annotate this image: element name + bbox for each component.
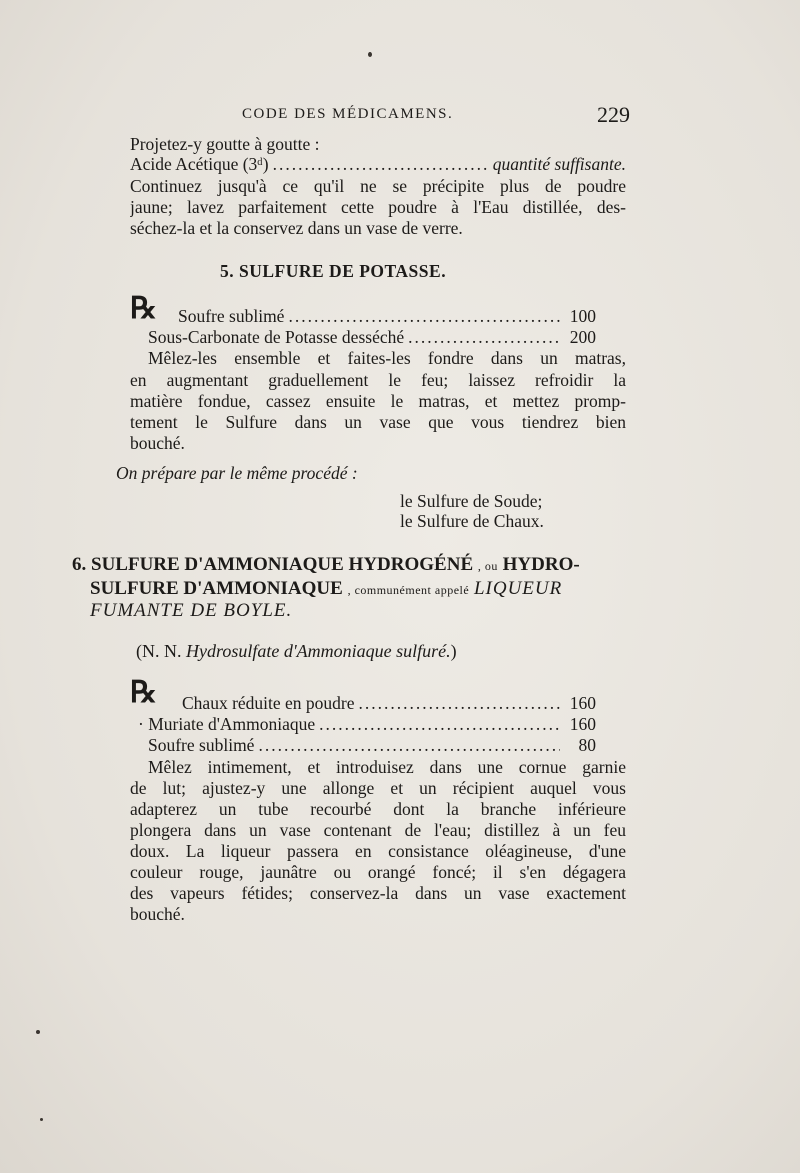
ingredient-name: · Muriate d'Ammoniaque — [138, 714, 316, 734]
nomenclature-line — [136, 641, 626, 661]
print-speck — [36, 1030, 40, 1034]
ingredient-quantity: 160 — [569, 693, 596, 713]
section-5-paragraph-line: Mêlez-les ensemble et faites-les fondre dans un matras, — [148, 348, 626, 368]
section-6-paragraph-line: doux. La liqueur passera en consistance oléagineuse, d'une — [130, 841, 626, 861]
ingredient-row — [138, 714, 596, 734]
recipe-symbol: ℞ — [130, 675, 154, 710]
variant-line: le Sulfure de Soude; — [400, 491, 543, 511]
leader-dots — [258, 735, 560, 755]
section-6-connector: , ou — [477, 559, 498, 573]
section-6-title-part: LIQUEUR — [473, 578, 563, 599]
section-5-paragraph-line: matière fondue, cassez ensuite le matras, et mettez promp- — [130, 391, 626, 411]
section-6-paragraph-line: des vapeurs fétides; conservez-la dans un vase exactement — [130, 883, 626, 903]
page-number: 229 — [597, 102, 630, 127]
leader-dots — [408, 327, 560, 347]
intro-line-1: Projetez-y goutte à goutte : — [130, 134, 320, 154]
ingredient-row — [178, 306, 596, 326]
section-6-connector: , communément appelé — [347, 583, 470, 597]
section-5-heading: 5. SULFURE DE POTASSE. — [220, 261, 447, 281]
acid-quantity: quantité suffisante. — [492, 154, 626, 174]
procedure-note: On prépare par le même procédé : — [116, 463, 358, 483]
section-6-paragraph-line: plongera dans un vase contenant de l'eau; distillez à un feu — [130, 820, 626, 840]
print-speck — [368, 52, 372, 57]
leader-dots — [288, 306, 560, 326]
leader-dots — [273, 154, 489, 174]
section-5-paragraph-line: tement le Sulfure dans un vase que vous tiendrez bien — [130, 412, 626, 432]
ingredient-quantity: 160 — [569, 714, 596, 734]
ingredient-name: Soufre sublimé — [148, 735, 255, 755]
ingredient-row — [148, 327, 596, 347]
section-6-paragraph-line: adapterez un tube recourbé dont la branche inférieure — [130, 799, 626, 819]
section-5-paragraph-line: bouché. — [130, 433, 185, 453]
intro-paragraph-line: Continuez jusqu'à ce qu'il ne se précipite plus de poudre — [130, 176, 626, 196]
section-6-paragraph-line: Mêlez intimement, et introduisez dans une cornue garnie — [148, 757, 626, 777]
ingredient-name: Chaux réduite en poudre — [182, 693, 355, 713]
section-6-paragraph-line: bouché. — [130, 904, 185, 924]
nomenclature-name: Hydrosulfate d'Ammoniaque sulfuré. — [186, 641, 451, 661]
running-head — [130, 102, 630, 128]
ingredient-name: Sous-Carbonate de Potasse desséché — [148, 327, 405, 347]
ingredient-row — [182, 693, 596, 713]
leader-dots — [359, 693, 560, 713]
ingredient-quantity: 200 — [569, 327, 596, 347]
nomenclature-label: (N. N. — [136, 641, 182, 661]
section-5-paragraph-line: en augmentant graduellement le feu; laissez refroidir la — [130, 370, 626, 390]
section-6-title-part: SULFURE D'AMMONIAQUE — [90, 578, 343, 599]
ingredient-name: Soufre sublimé — [178, 306, 285, 326]
intro-paragraph-line: jaune; lavez parfaitement cette poudre à l'Eau distillée, des- — [130, 197, 626, 217]
intro-paragraph-line: séchez-la et la conservez dans un vase de verre. — [130, 218, 463, 238]
acid-ingredient-row — [130, 154, 626, 174]
section-6-paragraph-line: de lut; ajustez-y une allonge et un récipient auquel vous — [130, 778, 626, 798]
section-6-heading-line-2 — [90, 578, 630, 601]
section-6-title-part: 6. SULFURE D'AMMONIAQUE HYDROGÉNÉ — [72, 554, 474, 575]
section-6-paragraph-line: couleur rouge, jaunâtre ou orangé foncé; il s'en dégagera — [130, 862, 626, 882]
ingredient-row — [148, 735, 596, 755]
running-title: CODE DES MÉDICAMENS. — [242, 106, 454, 122]
section-6-heading-line-1 — [72, 554, 630, 577]
print-speck — [40, 1118, 43, 1121]
recipe-symbol: ℞ — [130, 291, 154, 326]
ingredient-quantity: 100 — [569, 306, 596, 326]
section-6-title-part: HYDRO- — [502, 554, 580, 575]
variant-line: le Sulfure de Chaux. — [400, 511, 544, 531]
section-6-heading-line-3: FUMANTE DE BOYLE. — [90, 600, 293, 621]
acid-label: Acide Acétique (3ᵈ) — [130, 154, 269, 174]
ingredient-quantity: 80 — [578, 735, 596, 755]
leader-dots — [319, 714, 560, 734]
nomenclature-close: ) — [450, 641, 457, 661]
